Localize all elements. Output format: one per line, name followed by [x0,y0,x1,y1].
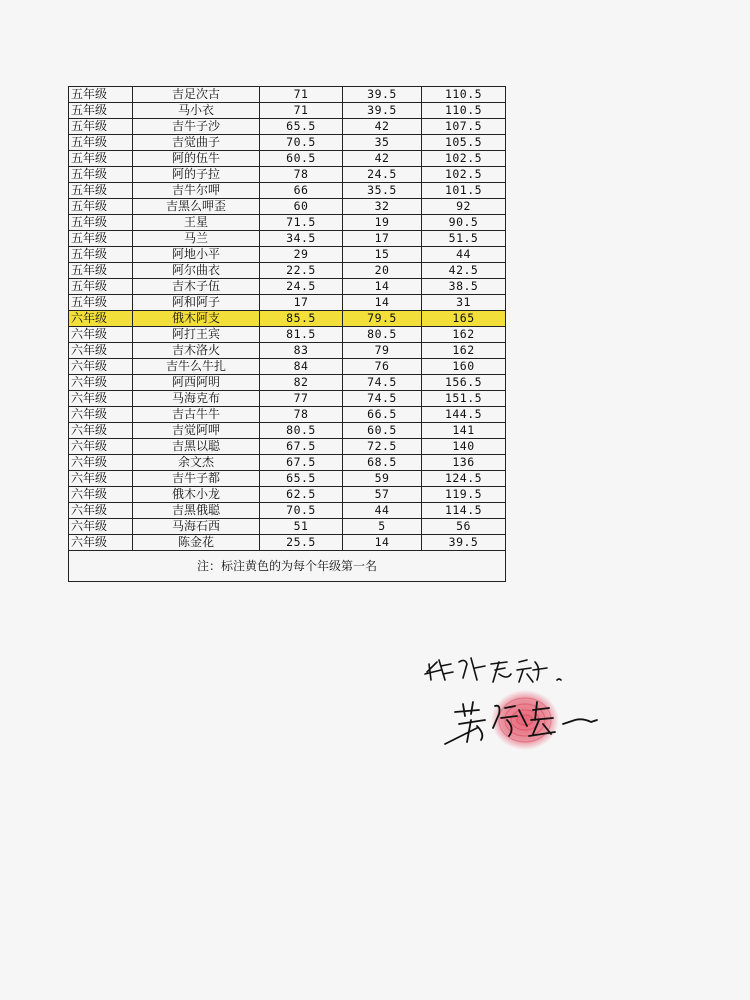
total-cell: 56 [422,519,506,535]
score-table [68,86,506,582]
grade-cell: 六年级 [69,423,133,439]
name-cell: 吉牛子都 [133,471,260,487]
total-cell: 31 [422,295,506,311]
score-a-cell: 80.5 [260,423,343,439]
grade-cell: 五年级 [69,215,133,231]
grade-cell: 六年级 [69,327,133,343]
score-a-cell: 60 [260,199,343,215]
grade-cell: 六年级 [69,455,133,471]
score-a-cell: 70.5 [260,135,343,151]
table-row [69,247,506,263]
grade-cell: 五年级 [69,263,133,279]
name-cell: 阿打王宾 [133,327,260,343]
score-a-cell: 71.5 [260,215,343,231]
grade-cell: 六年级 [69,439,133,455]
name-cell: 吉牛尔呷 [133,183,260,199]
score-b-cell: 39.5 [343,103,422,119]
table-row [69,407,506,423]
score-a-cell: 78 [260,167,343,183]
total-cell: 90.5 [422,215,506,231]
score-b-cell: 32 [343,199,422,215]
score-b-cell: 20 [343,263,422,279]
score-b-cell: 59 [343,471,422,487]
table-row [69,103,506,119]
table-row [69,199,506,215]
name-cell: 陈金花 [133,535,260,551]
score-a-cell: 84 [260,359,343,375]
score-a-cell: 25.5 [260,535,343,551]
name-cell: 余文杰 [133,455,260,471]
total-cell: 38.5 [422,279,506,295]
table-row [69,471,506,487]
total-cell: 136 [422,455,506,471]
grade-cell: 五年级 [69,247,133,263]
score-table-body [69,87,506,551]
table-row [69,439,506,455]
score-b-cell: 79.5 [343,311,422,327]
total-cell: 102.5 [422,167,506,183]
grade-cell: 五年级 [69,199,133,215]
total-cell: 102.5 [422,151,506,167]
grade-cell: 五年级 [69,231,133,247]
score-b-cell: 74.5 [343,375,422,391]
score-b-cell: 17 [343,231,422,247]
score-a-cell: 85.5 [260,311,343,327]
grade-cell: 五年级 [69,167,133,183]
grade-cell: 五年级 [69,151,133,167]
score-a-cell: 81.5 [260,327,343,343]
score-b-cell: 24.5 [343,167,422,183]
signature-area [415,640,615,770]
total-cell: 124.5 [422,471,506,487]
table-row [69,119,506,135]
name-cell: 吉黑以聪 [133,439,260,455]
score-a-cell: 78 [260,407,343,423]
table-row [69,279,506,295]
grade-cell: 五年级 [69,183,133,199]
score-b-cell: 35 [343,135,422,151]
score-a-cell: 66 [260,183,343,199]
score-a-cell: 82 [260,375,343,391]
score-b-cell: 60.5 [343,423,422,439]
score-a-cell: 60.5 [260,151,343,167]
score-a-cell: 51 [260,519,343,535]
name-cell: 吉木洛火 [133,343,260,359]
name-cell: 吉觉曲子 [133,135,260,151]
grade-cell: 五年级 [69,87,133,103]
name-cell: 王星 [133,215,260,231]
total-cell: 162 [422,327,506,343]
name-cell: 吉牛么牛扎 [133,359,260,375]
total-cell: 101.5 [422,183,506,199]
score-a-cell: 67.5 [260,455,343,471]
score-b-cell: 35.5 [343,183,422,199]
name-cell: 阿的子拉 [133,167,260,183]
score-a-cell: 71 [260,87,343,103]
grade-cell: 六年级 [69,311,133,327]
table-row [69,391,506,407]
handwritten-confirmation [425,658,561,682]
score-b-cell: 42 [343,151,422,167]
score-b-cell: 80.5 [343,327,422,343]
grade-cell: 六年级 [69,471,133,487]
name-cell: 吉黑俄聪 [133,503,260,519]
name-cell: 吉黑么呷歪 [133,199,260,215]
score-b-cell: 66.5 [343,407,422,423]
total-cell: 105.5 [422,135,506,151]
score-a-cell: 29 [260,247,343,263]
table-row [69,215,506,231]
grade-cell: 六年级 [69,375,133,391]
score-a-cell: 34.5 [260,231,343,247]
score-b-cell: 19 [343,215,422,231]
table-row [69,503,506,519]
total-cell: 165 [422,311,506,327]
score-b-cell: 39.5 [343,87,422,103]
total-cell: 156.5 [422,375,506,391]
table-row [69,87,506,103]
name-cell: 俄木阿支 [133,311,260,327]
score-b-cell: 5 [343,519,422,535]
score-a-cell: 83 [260,343,343,359]
table-row [69,327,506,343]
name-cell: 阿和阿子 [133,295,260,311]
name-cell: 俄木小龙 [133,487,260,503]
score-b-cell: 79 [343,343,422,359]
table-row [69,135,506,151]
table-row [69,359,506,375]
name-cell: 马海克布 [133,391,260,407]
total-cell: 51.5 [422,231,506,247]
grade-cell: 五年级 [69,103,133,119]
table-row [69,263,506,279]
table-row [69,183,506,199]
score-b-cell: 68.5 [343,455,422,471]
table-row [69,167,506,183]
total-cell: 140 [422,439,506,455]
score-a-cell: 67.5 [260,439,343,455]
total-cell: 114.5 [422,503,506,519]
name-cell: 吉古牛牛 [133,407,260,423]
name-cell: 阿的伍牛 [133,151,260,167]
total-cell: 107.5 [422,119,506,135]
total-cell: 92 [422,199,506,215]
total-cell: 151.5 [422,391,506,407]
score-a-cell: 65.5 [260,471,343,487]
total-cell: 110.5 [422,87,506,103]
score-b-cell: 57 [343,487,422,503]
grade-cell: 六年级 [69,503,133,519]
grade-cell: 五年级 [69,295,133,311]
total-cell: 42.5 [422,263,506,279]
score-a-cell: 62.5 [260,487,343,503]
score-a-cell: 17 [260,295,343,311]
grade-cell: 五年级 [69,135,133,151]
score-b-cell: 14 [343,279,422,295]
name-cell: 马小衣 [133,103,260,119]
grade-cell: 六年级 [69,487,133,503]
score-b-cell: 14 [343,295,422,311]
score-b-cell: 42 [343,119,422,135]
grade-cell: 六年级 [69,359,133,375]
grade-cell: 六年级 [69,343,133,359]
score-a-cell: 24.5 [260,279,343,295]
name-cell: 吉觉阿呷 [133,423,260,439]
table-row-highlighted [69,311,506,327]
name-cell: 阿尔曲衣 [133,263,260,279]
table-row [69,519,506,535]
note-row [69,551,506,582]
total-cell: 144.5 [422,407,506,423]
total-cell: 162 [422,343,506,359]
score-a-cell: 77 [260,391,343,407]
table-note: 注：标注黄色的为每个年级第一名 [69,551,506,582]
total-cell: 44 [422,247,506,263]
name-cell: 马海石西 [133,519,260,535]
total-cell: 160 [422,359,506,375]
name-cell: 马兰 [133,231,260,247]
grade-cell: 六年级 [69,519,133,535]
total-cell: 39.5 [422,535,506,551]
total-cell: 119.5 [422,487,506,503]
score-b-cell: 72.5 [343,439,422,455]
table-row [69,487,506,503]
score-a-cell: 22.5 [260,263,343,279]
table-row [69,375,506,391]
score-b-cell: 74.5 [343,391,422,407]
total-cell: 141 [422,423,506,439]
grade-cell: 六年级 [69,535,133,551]
score-a-cell: 71 [260,103,343,119]
score-a-cell: 65.5 [260,119,343,135]
score-b-cell: 14 [343,535,422,551]
table-row [69,535,506,551]
score-b-cell: 15 [343,247,422,263]
name-cell: 阿地小平 [133,247,260,263]
name-cell: 阿西阿明 [133,375,260,391]
grade-cell: 六年级 [69,407,133,423]
table-row [69,295,506,311]
table-row [69,343,506,359]
grade-cell: 六年级 [69,391,133,407]
table-row [69,455,506,471]
score-b-cell: 44 [343,503,422,519]
name-cell: 吉牛子沙 [133,119,260,135]
table-row [69,151,506,167]
name-cell: 吉足次古 [133,87,260,103]
total-cell: 110.5 [422,103,506,119]
name-cell: 吉木子伍 [133,279,260,295]
table-row [69,231,506,247]
score-a-cell: 70.5 [260,503,343,519]
score-b-cell: 76 [343,359,422,375]
table-row [69,423,506,439]
grade-cell: 五年级 [69,119,133,135]
grade-cell: 五年级 [69,279,133,295]
